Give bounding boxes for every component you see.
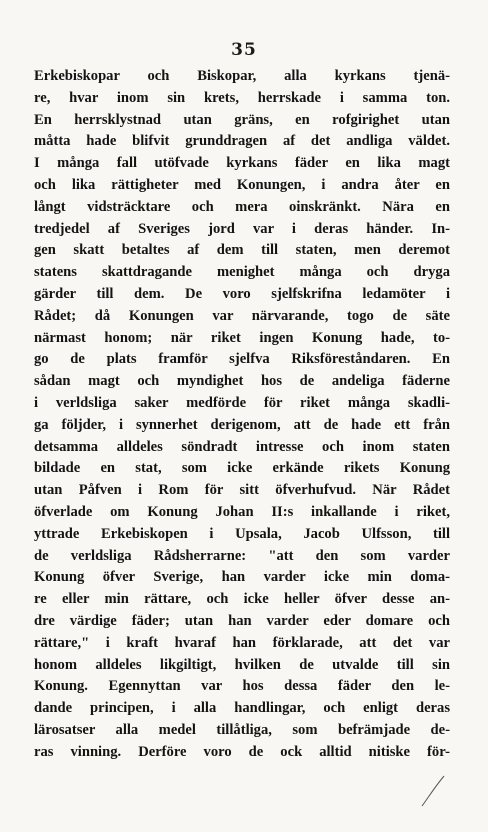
text-line: dre värdige fäder; utan han varder eder domare och	[34, 612, 450, 629]
text-line: måtta hade blifvit grunddragen af det andliga väldet.	[34, 133, 450, 150]
text-line: närmast honom; när riket ingen Konung hade, to-	[34, 329, 450, 346]
text-line: öfverlade om Konung Johan II:s inkallande i riket,	[34, 503, 450, 520]
text-line: Rådet; då Konungen var närvarande, togo de säte	[34, 307, 450, 324]
text-line: rättare," i kraft hvaraf han förklarade, att det var	[34, 634, 450, 651]
text-line: gärder till dem. De voro sjelfskrifna ledamöter i	[34, 285, 450, 302]
text-line: och lika rättigheter med Konungen, i andra åter en	[34, 176, 450, 193]
text-line: de verldsliga Rådsherrarne: "att den som varder	[34, 547, 450, 564]
text-line: dande principen, i alla handlingar, och enligt deras	[34, 700, 450, 717]
text-line: gen skatt betaltes af dem till staten, men deremot	[34, 242, 450, 259]
text-line: långt vidsträcktare och mera oinskränkt. Nära en	[34, 198, 450, 215]
text-line: En herrsklystnad utan gräns, en rofgirighet utan	[34, 111, 450, 128]
text-line: yttrade Erkebiskopen i Upsala, Jacob Ulfsson, till	[34, 525, 450, 542]
text-line: go de plats framför sjelfva Riksföreståndaren. En	[34, 351, 450, 368]
text-line: honom alldeles likgiltigt, hvilken de utvalde till sin	[34, 656, 450, 673]
text-line: statens skattdragande menighet många och dryga	[34, 264, 450, 281]
paper-speck-mark	[418, 770, 448, 810]
text-line: i verldsliga saker medförde för riket många skadli-	[34, 394, 450, 411]
text-line: Erkebiskopar och Biskopar, alla kyrkans tjenä-	[34, 68, 450, 84]
text-line: I många fall utöfvade kyrkans fäder en lika magt	[34, 155, 450, 172]
text-line: re eller min rättare, och icke heller öfver desse an-	[34, 591, 450, 608]
text-line: tredjedel af Sveriges jord var i deras händer. In-	[34, 220, 450, 237]
text-line: detsamma alldeles söndradt intresse och inom staten	[34, 438, 450, 455]
text-line: Konung öfver Sverige, han varder icke min doma-	[34, 569, 450, 586]
text-line: re, hvar inom sin krets, herrskade i samma ton.	[34, 89, 450, 106]
text-line: sådan magt och myndighet hos de andeliga fäderne	[34, 373, 450, 390]
text-line: bildade en stat, som icke erkände rikets Konung	[34, 460, 450, 477]
page-number: 35	[231, 40, 257, 60]
text-line: Konung. Egennyttan var hos dessa fäder den le-	[34, 678, 450, 695]
text-line: utan Påfven i Rom för sitt öfverhufvud. När Rådet	[34, 482, 450, 499]
text-line: ga följder, i synnerhet derigenom, att de hade ett från	[34, 416, 450, 433]
body-text	[34, 66, 450, 764]
text-line: lärosatser alla medel tillåtliga, som befrämjade de-	[34, 721, 450, 738]
text-line: ras vinning. Derföre voro de ock alltid nitiske för-	[34, 743, 450, 760]
